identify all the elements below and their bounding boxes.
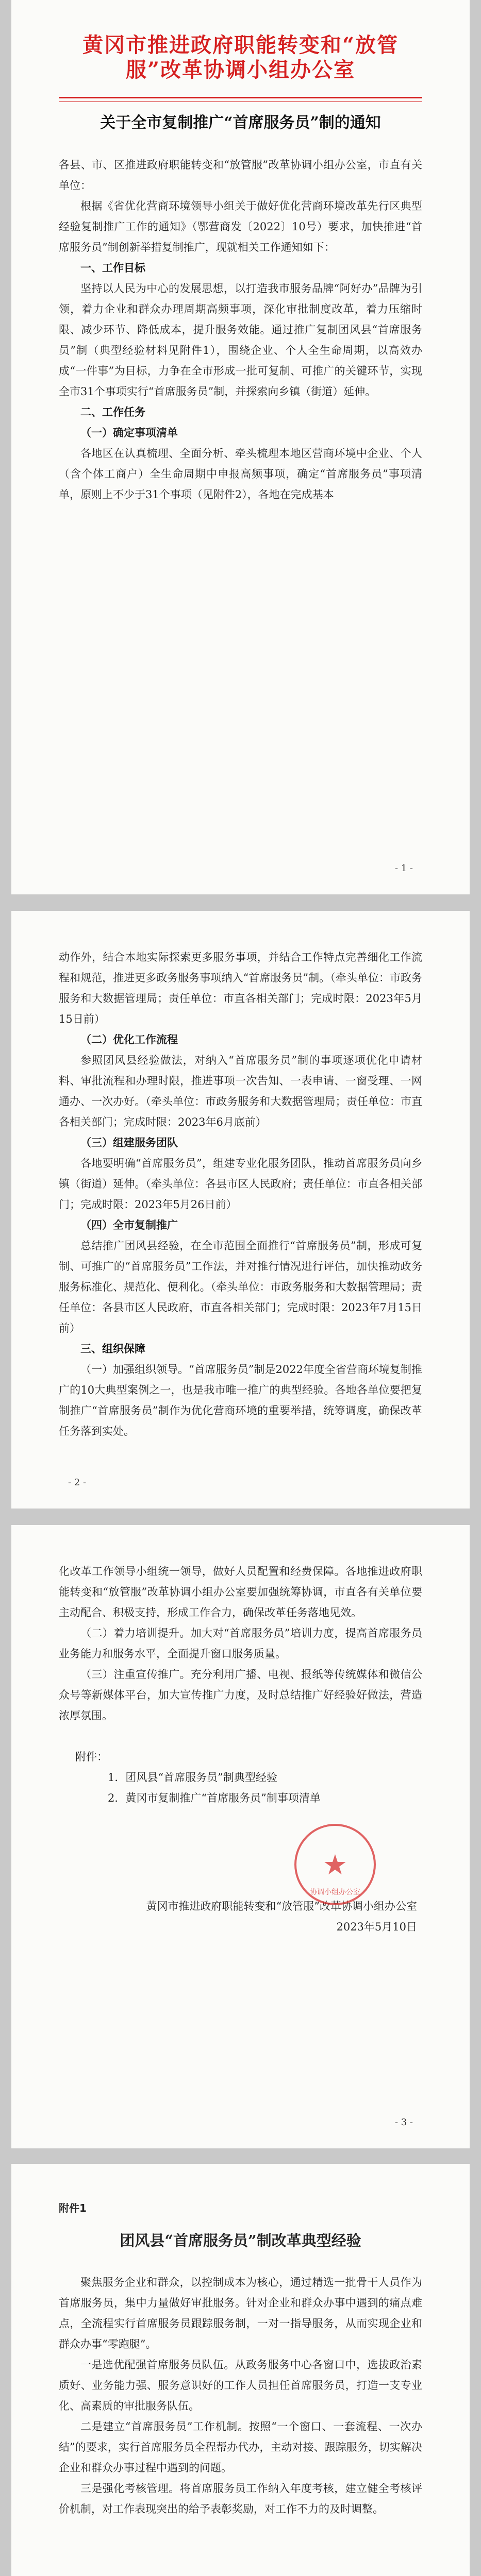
section-2-text-2: 参照团风县经验做法，对纳入“首席服务员”制的事项逐项优化申请材料、审批流程和办理时限，推进事项一次告知、一表申请、一窗受理、一网通办、一次办好。（牵头单位：市政务服务和大数据管理局；责任单位：市直各相关部门；完成时限：2023年6月底前）: [59, 1054, 422, 1128]
section-2-heading: 二、工作任务: [80, 406, 145, 418]
salutation: 各县、市、区推进政府职能转变和“放管服”改革协调小组办公室，市直有关单位：: [59, 159, 422, 192]
red-rule-thin: [59, 101, 422, 102]
section-2-subheading-2: （二）优化工作流程: [80, 1033, 178, 1046]
appendix-paragraph: 三是强化考核管理。将首席服务员工作纳入年度考核，建立健全考核评价机制，对工作表现突出的给予表彰奖励，对工作不力的及时调整。: [59, 2482, 422, 2515]
sign-organization: 黄冈市推进政府职能转变和“放管服”改革协调小组办公室: [146, 1900, 417, 1912]
section-2-subheading-4: （四）全市复制推广: [80, 1218, 178, 1231]
section-2-text-1: 各地区在认真梳理、全面分析、牵头梳理本地区营商环境中企业、个人（含个体工商户）全生命周期中申报高频事项，确定“首席服务员”事项清单，原则上不少于31个事项（见附件2），各地在完成基本: [59, 447, 422, 501]
official-seal: [294, 1824, 376, 1905]
section-2-subheading-3: （三）组建服务团队: [80, 1136, 178, 1149]
section-2-text-4: 总结推广团风县经验，在全市范围全面推行“首席服务员”制，形成可复制、可推广的“首席服务员”工作法，并对推行情况进行评估，加快推动政务服务标准化、规范化、便利化。（牵头单位：市政务服务和大数据管理局；责任单位：各县市区人民政府，市直各相关部门；完成时限：2023年7月15日前）: [59, 1240, 422, 1334]
appendix-label: 附件1: [59, 2202, 87, 2214]
page-4: [11, 2164, 470, 2576]
sign-date: 2023年5月10日: [336, 1921, 417, 1933]
appendix-paragraph: 一是选优配强首席服务员队伍。从政务服务中心各窗口中，选拔政治素质好、业务能力强、服务意识好的工作人员担任首席服务员，打造一支专业化、高素质的审批服务队伍。: [59, 2358, 422, 2412]
section-1-text: 坚持以人民为中心的发展思想，以打造我市服务品牌“阿好办”品牌为引领，着力企业和群众办理周期高频事项，深化审批制度改革，着力压缩时限、减少环节、降低成本，提升服务效能。通过推广复制团风县“首席服务员”制（典型经验材料见附件1），围绕企业、个人全生命周期，以高效办成“一件事”为目标，力争在全市形成一批可复制、可推广的关键环节，实现全市31个事项实行“首席服务员”制，并探索向乡镇（街道）延伸。: [59, 282, 422, 398]
attachment-item: 1．团风县“首席服务员”制典型经验: [108, 1771, 277, 1784]
red-rule: [59, 97, 422, 98]
seal-text: 协调小组办公室: [310, 1888, 360, 1896]
section-1-heading: 一、工作目标: [80, 262, 145, 274]
appendix-paragraph: 二是建立“首席服务员”工作机制。按照“一个窗口、一套流程、一次办结”的要求，实行首席服务员全程帮办代办，主动对接、跟踪服务，切实解决企业和群众办事过程中遇到的问题。: [59, 2420, 422, 2474]
attachment-item: 2．黄冈市复制推广“首席服务员”制事项清单: [108, 1792, 321, 1804]
attachments-label: 附件：: [75, 1751, 108, 1763]
section-3-text-1: （一）加强组织领导。“首席服务员”制是2022年度全省营商环境复制推广的10大典型案例之一，也是我市唯一推广的典型经验。各地各单位要把复制推广“首席服务员”制作为优化营商环境的重要举措，统筹调度，确保改革任务落到实处。: [59, 1363, 422, 1437]
section-3-heading: 三、组织保障: [80, 1343, 145, 1355]
appendix-paragraph: 聚焦服务企业和群众，以控制成本为核心，通过精选一批骨干人员作为首席服务员，集中力量做好审批服务。针对企业和群众办事中遇到的痛点难点，全流程实行首席服务员跟踪服务制，一对一指导服务，从而实现企业和群众办事“零跑腿”。: [59, 2276, 422, 2350]
attachments: [59, 1747, 422, 1808]
page-2: [11, 911, 470, 1509]
star-icon: ★: [322, 1848, 348, 1881]
section-2-subheading-1: （一）确定事项清单: [80, 426, 178, 439]
letterhead: 黄冈市推进政府职能转变和“放管服”改革协调小组办公室: [82, 33, 399, 82]
document-title: 关于全市复制推广“首席服务员”制的通知: [100, 114, 381, 132]
page-number: - 1 -: [394, 863, 413, 874]
page-number: - 2 -: [68, 1477, 87, 1488]
section-3-text-2: （二）着力培训提升。加大对“首席服务员”培训力度，提高首席服务员业务能力和服务水平，全面提升窗口服务质量。: [59, 1627, 422, 1660]
section-2-text-3: 各地要明确“首席服务员”，组建专业化服务团队，推动首席服务员向乡镇（街道）延伸。（牵头单位：各县市区人民政府；责任单位：市直各相关部门；完成时限：2023年5月26日前）: [59, 1157, 422, 1211]
page-3: [11, 1525, 470, 2148]
signature-block: [59, 1808, 422, 1896]
section-3-text-3: （三）注重宣传推广。充分利用广播、电视、报纸等传统媒体和微信公众号等新媒体平台，加大宣传推广力度，及时总结推广好经验好做法，营造浓厚氛围。: [59, 1668, 422, 1722]
intro-paragraph: 根据《省优化营商环境领导小组关于做好优化营商环境改革先行区典型经验复制推广工作的通知》（鄂营商发〔2022〕10号）要求，加快推进“首席服务员”制创新举措复制推广，现就相关工作通知如下：: [59, 200, 422, 253]
section-3-text-1-continued: 化改革工作领导小组统一领导，做好人员配置和经费保障。各地推进政府职能转变和“放管服”改革协调小组办公室要加强统筹协调，市直各有关单位要主动配合、积极支持，形成工作合力，确保改革任务落地见效。: [59, 1565, 422, 1619]
page-1: [11, 0, 470, 894]
page-number: - 3 -: [394, 2117, 413, 2128]
appendix-title: 团风县“首席服务员”制改革典型经验: [120, 2232, 361, 2249]
section-2-text-1-continued: 动作外，结合本地实际探索更多服务事项，并结合工作特点完善细化工作流程和规范，推进更多政务服务事项纳入“首席服务员”制。（牵头单位：市政务服务和大数据管理局；责任单位：市直各相关部门；完成时限：2023年5月15日前）: [59, 951, 422, 1025]
